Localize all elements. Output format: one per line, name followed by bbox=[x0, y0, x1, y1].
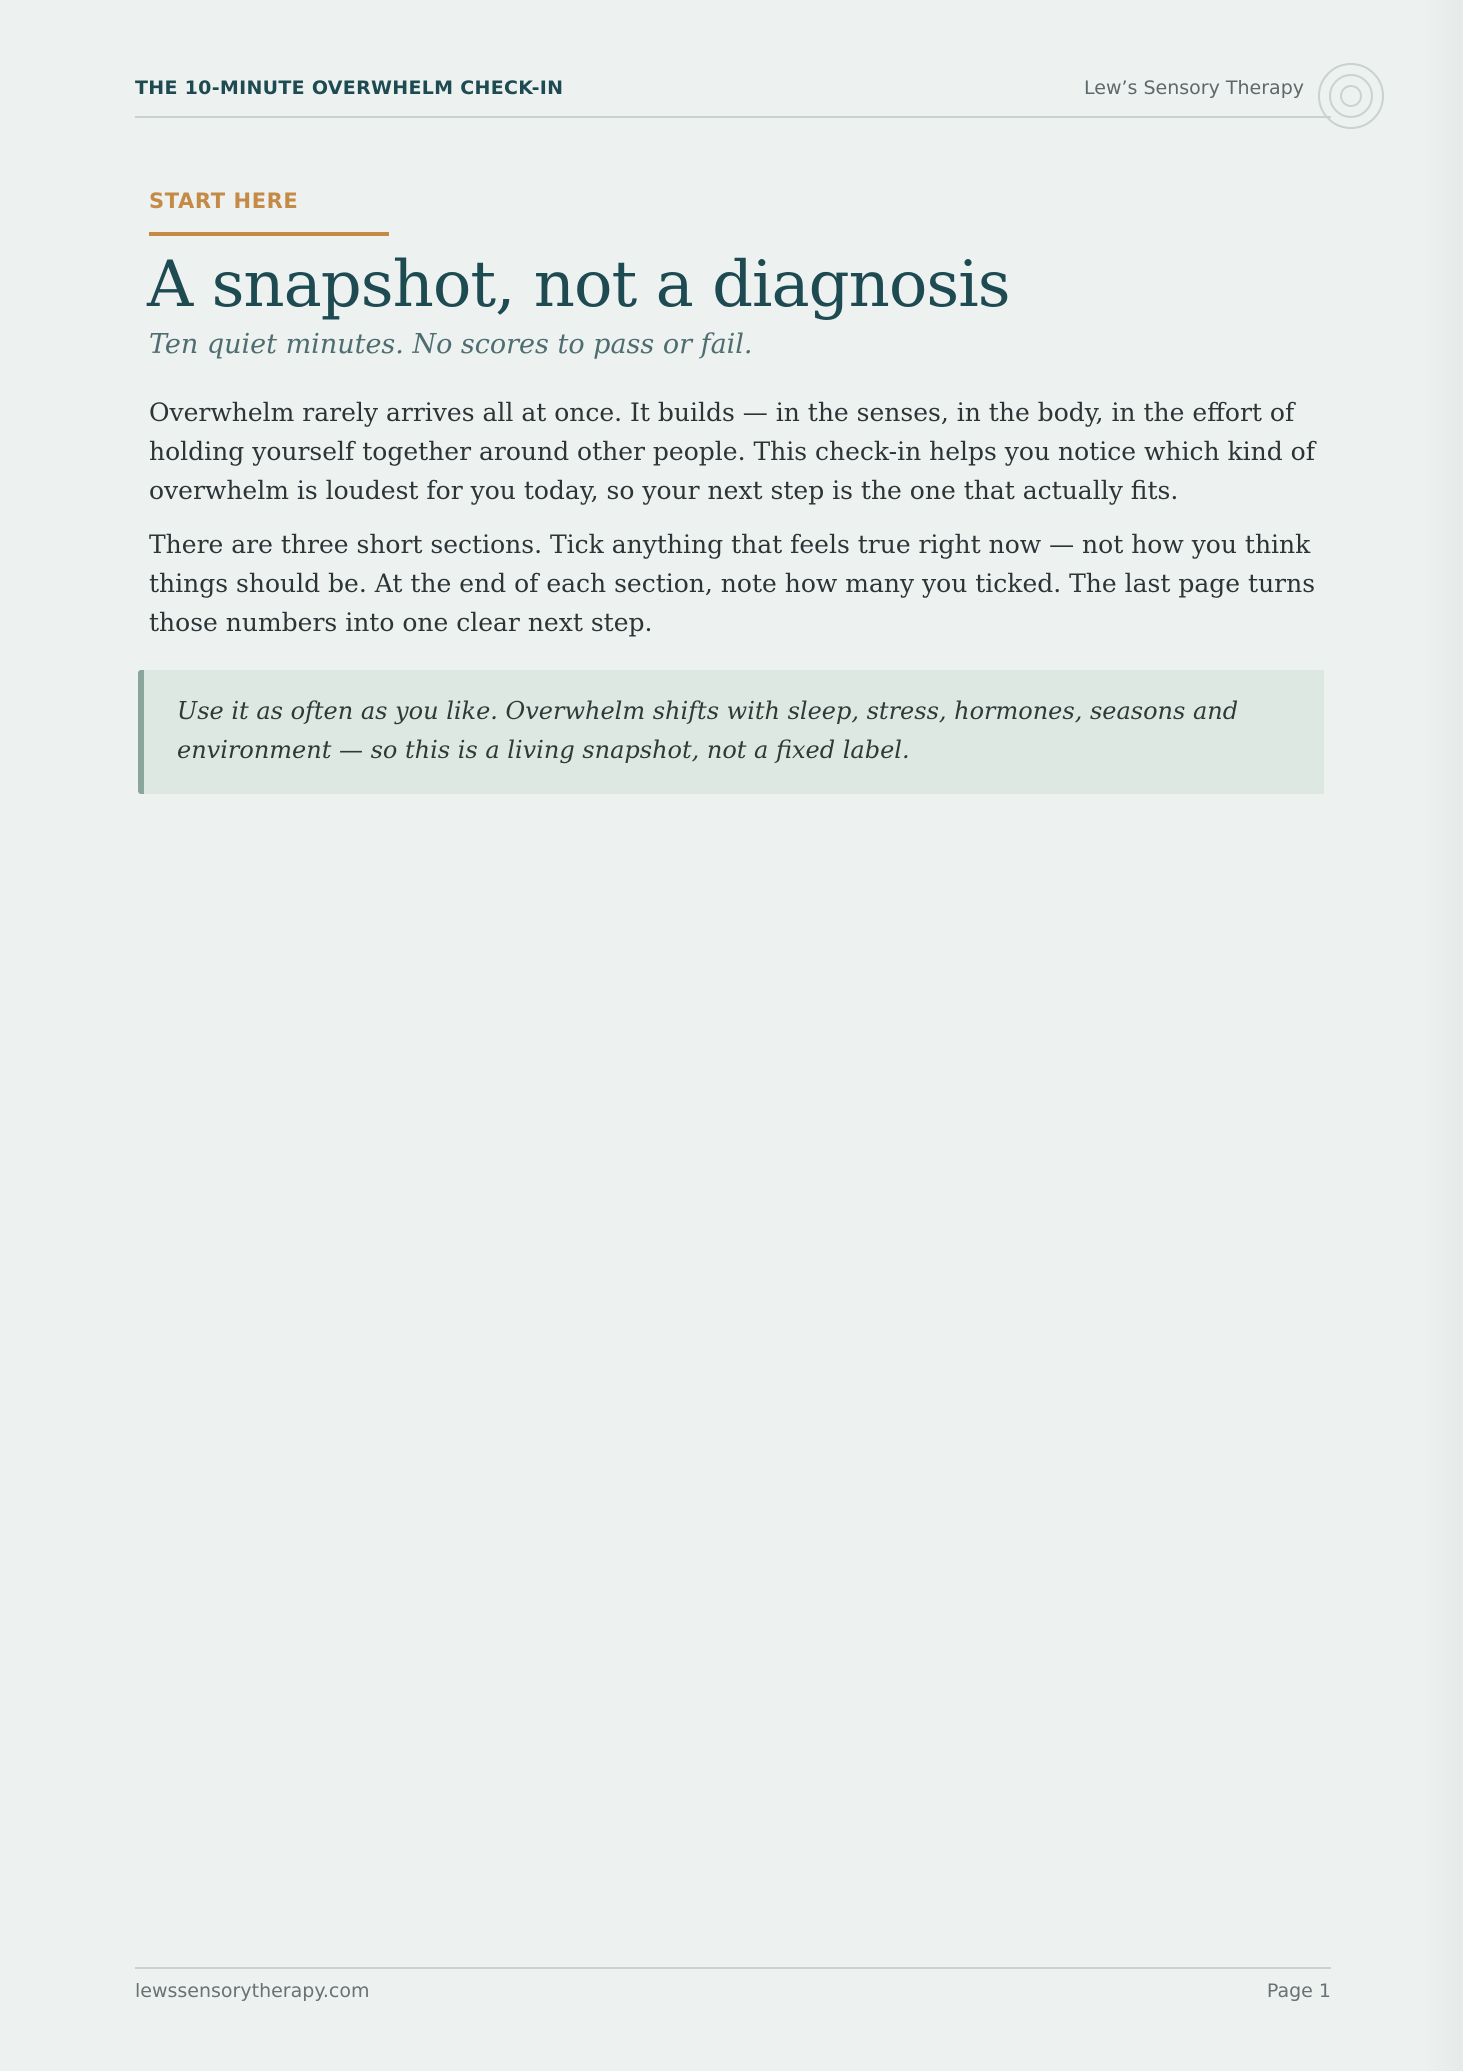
callout-text: Use it as often as you like. Overwhelm shifts with sleep, stress, hormones, seasons and environment — so this is a living snapshot, not a fixed label. bbox=[177, 697, 1239, 764]
brand-name: Lew’s Sensory Therapy bbox=[1084, 77, 1304, 99]
concentric-circles-icon bbox=[1317, 62, 1385, 130]
footer-divider bbox=[135, 1967, 1331, 1969]
page-subtitle: Ten quiet minutes. No scores to pass or fail. bbox=[149, 329, 753, 360]
eyebrow-underline bbox=[149, 232, 389, 236]
page-edge-shade bbox=[1423, 0, 1463, 2071]
page-title: A snapshot, not a diagnosis bbox=[147, 248, 1010, 322]
section-eyebrow: START HERE bbox=[149, 189, 299, 213]
intro-paragraph-1: Overwhelm rarely arrives all at once. It builds — in the senses, in the body, in the effort of holding yourself together around other people. This check-in helps you notice which kind of overwhelm is loudest for you today, so your next step is the one that actually fits. bbox=[149, 398, 1315, 505]
document-title: THE 10-MINUTE OVERWHELM CHECK-IN bbox=[135, 77, 564, 99]
intro-paragraph-2: There are three short sections. Tick anything that feels true right now — not how you think things should be. At the end of each section, note how many you ticked. The last page turns those numbers into one clear next step. bbox=[149, 530, 1316, 637]
footer-website: lewssensorytherapy.com bbox=[135, 1980, 370, 2002]
page-number: Page 1 bbox=[1266, 1980, 1331, 2002]
callout-box bbox=[138, 670, 1324, 794]
page-header bbox=[135, 0, 1331, 118]
